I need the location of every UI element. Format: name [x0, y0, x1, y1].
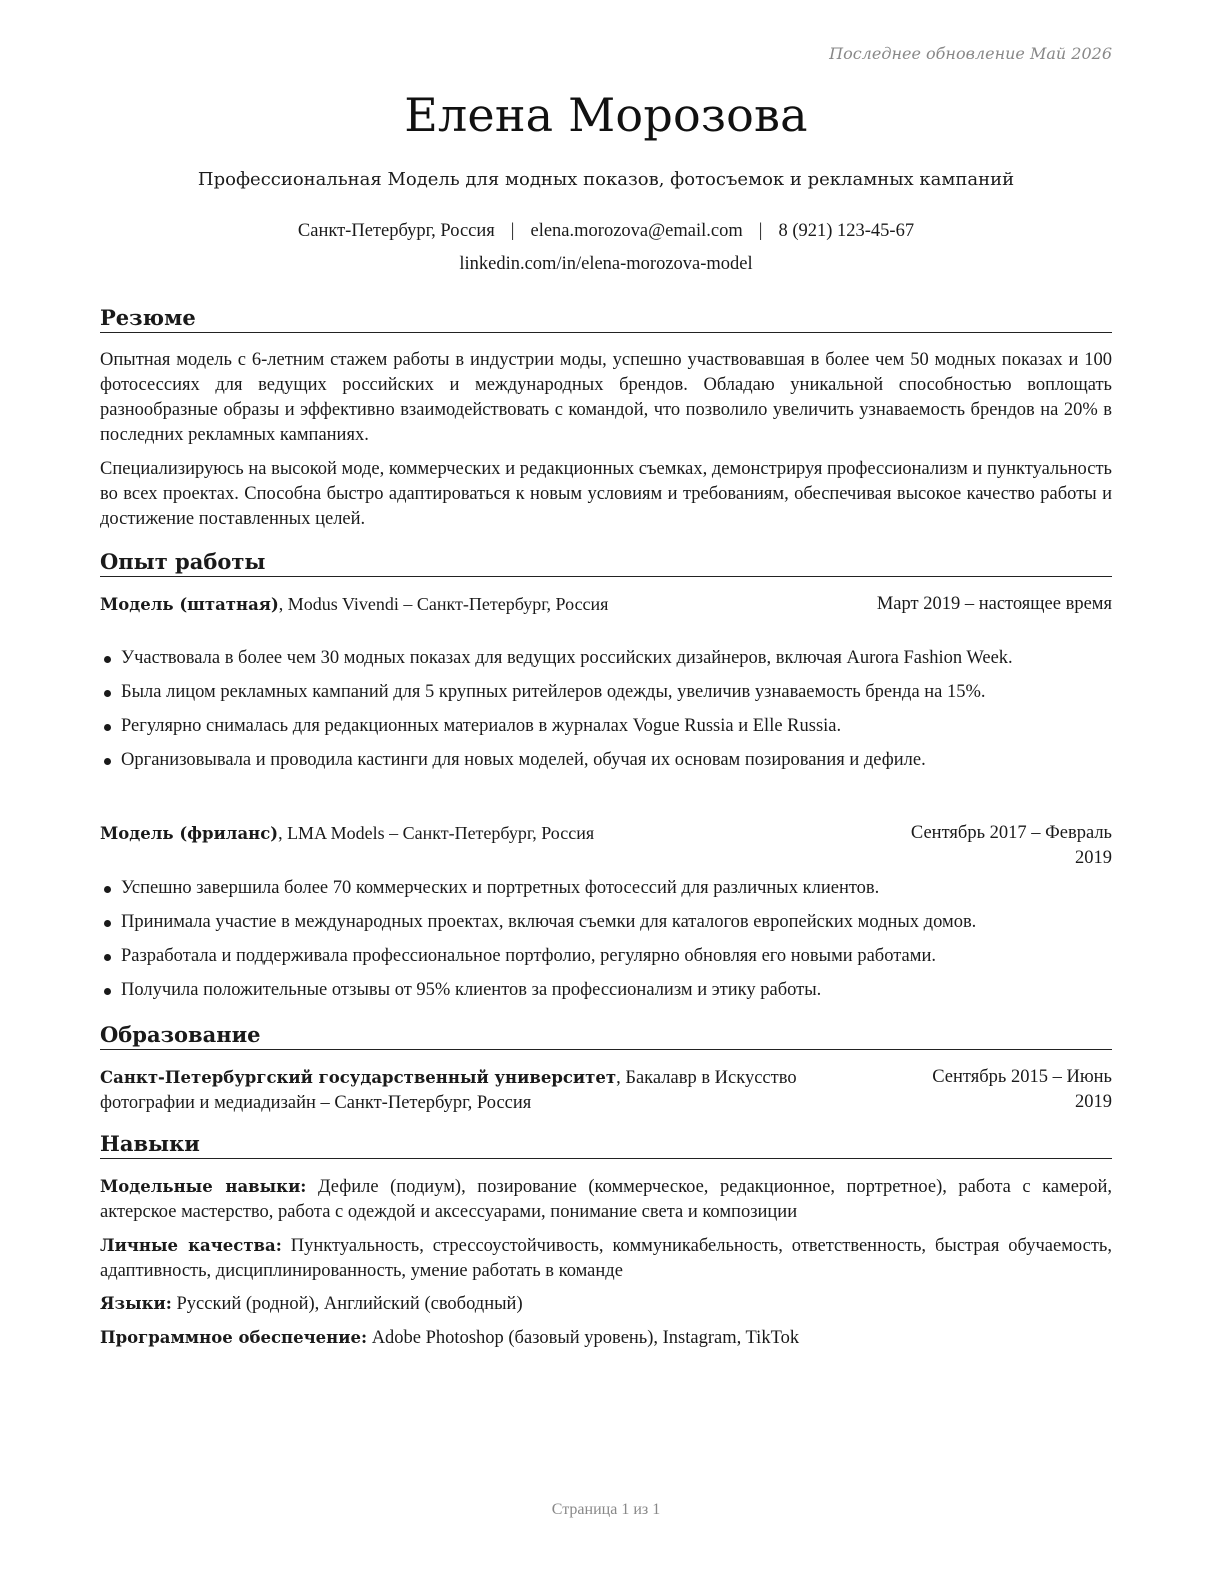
section-title-education: Образование [100, 1023, 1112, 1050]
skill-label: Личные качества: [100, 1236, 282, 1255]
last-updated: Последнее обновление Май 2026 [829, 44, 1112, 63]
list-item: Принимала участие в международных проектах, включая съемки для каталогов европейских модных домов. [100, 910, 1112, 935]
skill-row [100, 1233, 1112, 1284]
contact-separator: | [758, 221, 763, 241]
list-item: Получила положительные отзывы от 95% клиентов за профессионализм и этику работы. [100, 978, 1112, 1003]
job-dates: Сентябрь 2017 – Февраль 2019 [910, 823, 1112, 868]
skill-label: Языки: [100, 1294, 172, 1313]
skill-value: Пунктуальность, стрессоустойчивость, коммуникабельность, ответственность, быстрая обучаемость, адаптивность, дисциплинированность, умение работать в команде [100, 1236, 1112, 1281]
skill-row [100, 1174, 1112, 1225]
skill-row [100, 1291, 1112, 1317]
list-item: Организовывала и проводила кастинги для новых моделей, обучая их основам позирования и дефиле. [100, 748, 1112, 773]
skill-label: Программное обеспечение: [100, 1328, 368, 1347]
list-item: Участвовала в более чем 30 модных показах для ведущих российских дизайнеров, включая Aurora Fashion Week. [100, 646, 1112, 671]
section-title-summary: Резюме [100, 306, 1112, 333]
contact-separator: | [510, 221, 515, 241]
contact-linkedin[interactable]: linkedin.com/in/elena-morozova-model [459, 254, 753, 274]
list-item: Успешно завершила более 70 коммерческих и портретных фотосессий для различных клиентов. [100, 876, 1112, 901]
list-item: Регулярно снималась для редакционных материалов в журналах Vogue Russia и Elle Russia. [100, 714, 1112, 739]
list-item: Разработала и поддерживала профессиональное портфолио, регулярно обновляя его новыми работами. [100, 944, 1112, 969]
skill-value: Adobe Photoshop (базовый уровень), Instagram, TikTok [367, 1328, 800, 1348]
page-number: Страница 1 из 1 [551, 1501, 661, 1518]
skill-value: Дефиле (подиум), позирование (коммерческое, редакционное, портретное), работа с камерой, актерское мастерство, работа с одеждой и аксессуарами, понимание света и композиции [100, 1177, 1112, 1222]
candidate-subtitle: Профессиональная Модель для модных показов, фотосъемок и рекламных кампаний [197, 169, 1015, 190]
contact-email[interactable]: elena.morozova@email.com [530, 221, 743, 241]
contact-location: Санкт-Петербург, Россия [297, 221, 495, 241]
candidate-name: Елена Морозова [404, 88, 808, 142]
summary-paragraph: Специализируюсь на высокой моде, коммерческих и редакционных съемках, демонстрируя профессионализм и пунктуальность во всех проектах. Способна быстро адаптироваться к новым условиям и требованиям, обеспечивая высокое качество работы и достижение поставленных целей. [100, 459, 1112, 529]
job-role: Модель (фриланс) [100, 824, 279, 843]
resume-page [100, 0, 1112, 1584]
list-item: Была лицом рекламных кампаний для 5 крупных ритейлеров одежды, увеличив узнаваемость бренда на 15%. [100, 680, 1112, 705]
job-dates: Март 2019 – настоящее время [876, 594, 1112, 614]
job-role: Модель (штатная) [100, 595, 279, 614]
skill-label: Модельные навыки: [100, 1177, 307, 1196]
skill-row [100, 1325, 1112, 1351]
section-title-experience: Опыт работы [100, 550, 1112, 577]
education-details: , Бакалавр в Искусство фотографии и медиадизайн – Санкт-Петербург, Россия [100, 1068, 797, 1113]
contact-phone[interactable]: 8 (921) 123-45-67 [778, 221, 915, 241]
job-bullet-list [100, 876, 1112, 1012]
education-dates: Сентябрь 2015 – Июнь 2019 [932, 1067, 1112, 1112]
job-bullet-list [100, 646, 1112, 782]
job-org: , LMA Models – Санкт-Петербург, Россия [278, 823, 595, 843]
education-institution: Санкт-Петербургский государственный университет [100, 1068, 617, 1087]
job-org: , Modus Vivendi – Санкт-Петербург, Россия [278, 594, 609, 614]
summary-paragraph: Опытная модель с 6-летним стажем работы в индустрии моды, успешно участвовавшая в более чем 50 модных показах и 100 фотосессиях для ведущих российских и международных брендов. Обладаю уникальной способностью воплощать разнообразные образы и эффективно взаимодействовать с командой, что позволило увеличить узнаваемость брендов на 20% в последних рекламных кампаниях. [100, 350, 1112, 445]
contact-line [100, 221, 1112, 242]
skill-value: Русский (родной), Английский (свободный) [171, 1294, 523, 1314]
section-title-skills: Навыки [100, 1132, 1112, 1159]
